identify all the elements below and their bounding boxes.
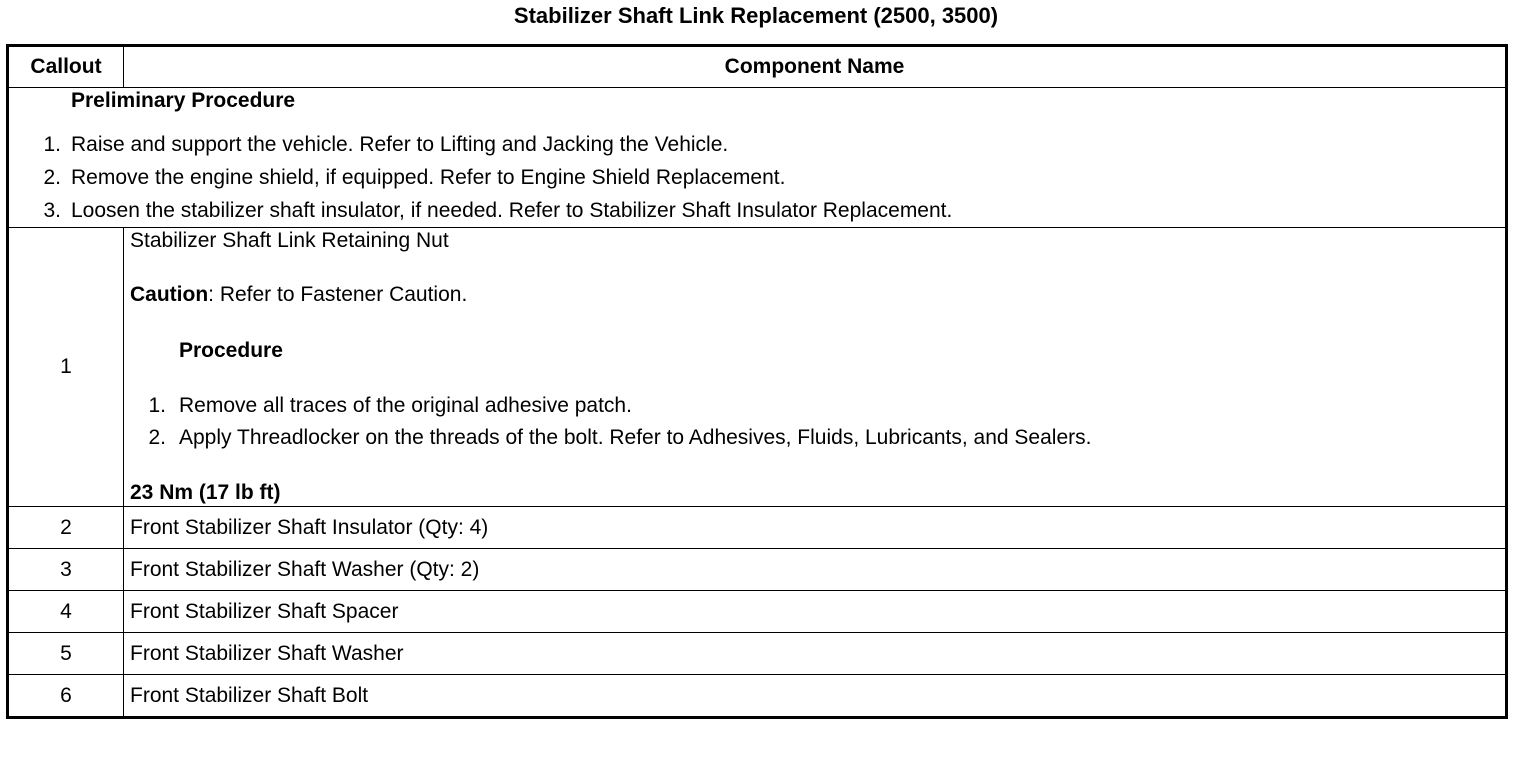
callout-cell: 3 [8, 549, 124, 591]
callout-cell: 5 [8, 633, 124, 675]
table-row [8, 228, 1507, 507]
table-header-row [8, 46, 1507, 88]
step-text: Remove the engine shield, if equipped. Refer to Engine Shield Replacement. [71, 166, 786, 189]
caution-line [130, 282, 1499, 308]
component-table [6, 44, 1508, 719]
callout-header: Callout [8, 46, 124, 88]
table-row [8, 591, 1507, 633]
callout-cell: 1 [8, 228, 124, 507]
caution-text: : Refer to Fastener Caution. [208, 283, 468, 306]
component-name-header: Component Name [124, 46, 1507, 88]
step-text: Apply Threadlocker on the threads of the bolt. Refer to Adhesives, Fluids, Lubricants, and Sealers. [179, 426, 1092, 449]
list-item [130, 390, 1499, 422]
component-detail-cell [124, 228, 1507, 507]
step-number: 2. [148, 426, 166, 449]
step-number: 2. [43, 166, 61, 189]
callout-cell: 4 [8, 591, 124, 633]
list-item [15, 194, 1499, 227]
step-number: 1. [148, 394, 166, 417]
preliminary-procedure-row [8, 88, 1507, 228]
step-text: Remove all traces of the original adhesive patch. [179, 394, 632, 417]
component-name-cell: Front Stabilizer Shaft Bolt [124, 675, 1507, 718]
list-item [15, 128, 1499, 161]
callout-cell: 6 [8, 675, 124, 718]
table-row [8, 549, 1507, 591]
caution-label: Caution [130, 283, 209, 306]
component-name: Stabilizer Shaft Link Retaining Nut [130, 229, 449, 252]
component-name-cell: Front Stabilizer Shaft Spacer [124, 591, 1507, 633]
list-item [15, 161, 1499, 194]
preliminary-steps-list [15, 128, 1499, 227]
step-number: 1. [43, 133, 61, 156]
preliminary-procedure-title: Preliminary Procedure [71, 89, 296, 112]
step-text: Raise and support the vehicle. Refer to Lifting and Jacking the Vehicle. [71, 133, 729, 156]
component-name-cell: Front Stabilizer Shaft Washer (Qty: 2) [124, 549, 1507, 591]
preliminary-procedure-cell [8, 88, 1507, 228]
torque-spec: 23 Nm (17 lb ft) [130, 481, 281, 504]
procedure-steps-list [130, 390, 1499, 454]
step-number: 3. [43, 199, 61, 222]
table-row [8, 633, 1507, 675]
step-text: Loosen the stabilizer shaft insulator, if needed. Refer to Stabilizer Shaft Insulator Replacement. [71, 199, 953, 222]
callout-cell: 2 [8, 507, 124, 549]
procedure-title: Procedure [179, 339, 283, 362]
list-item [130, 422, 1499, 454]
component-name-cell: Front Stabilizer Shaft Washer [124, 633, 1507, 675]
table-row [8, 507, 1507, 549]
component-name-cell: Front Stabilizer Shaft Insulator (Qty: 4) [124, 507, 1507, 549]
table-row [8, 675, 1507, 718]
document-title: Stabilizer Shaft Link Replacement (2500, 3500) [513, 3, 999, 28]
